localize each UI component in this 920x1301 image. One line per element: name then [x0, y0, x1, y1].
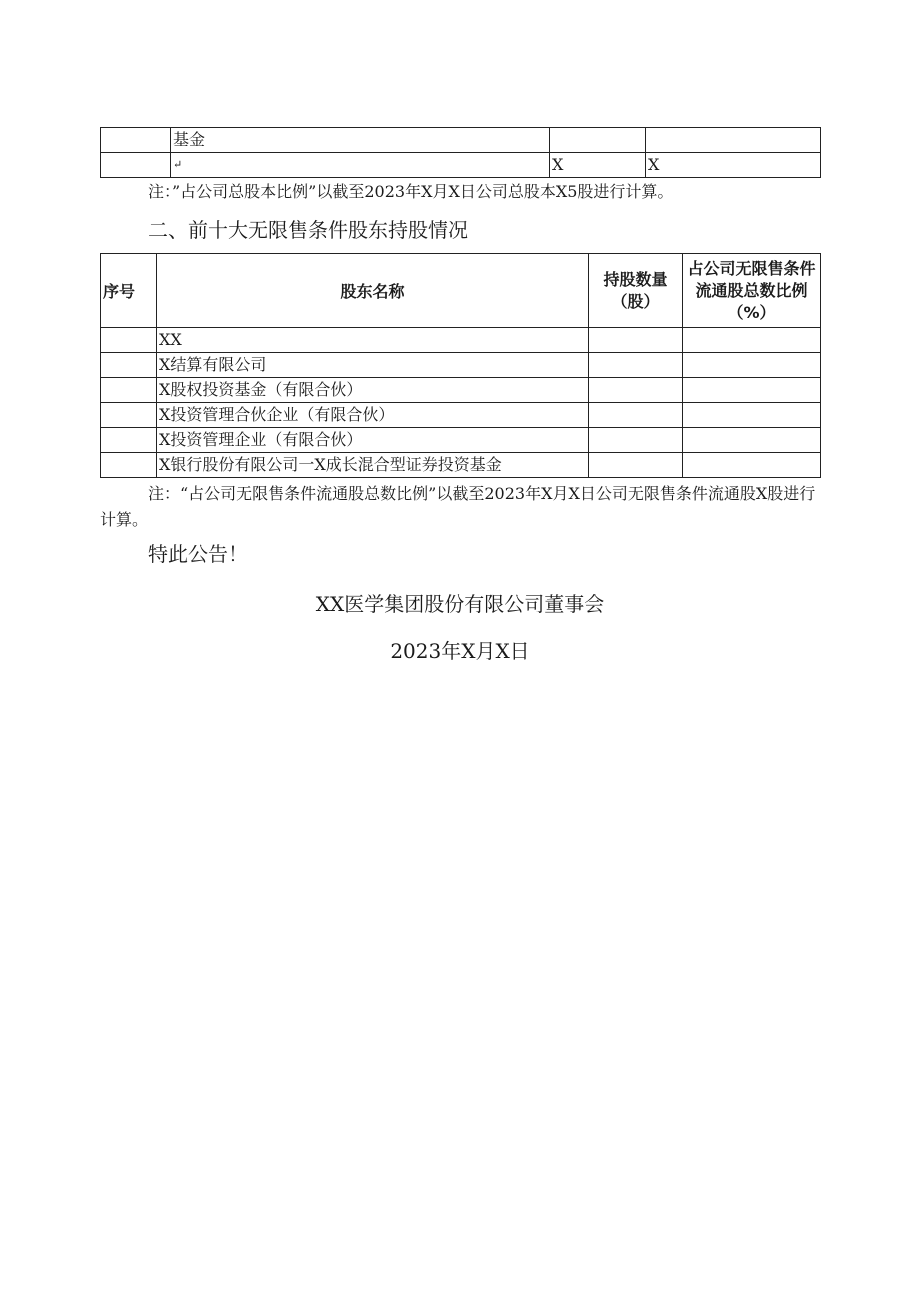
table-cell [101, 128, 171, 153]
holder-name-cell: X股权投资基金（有限合伙） [157, 378, 589, 403]
quantity-cell [589, 403, 683, 428]
table-header-row [101, 254, 821, 328]
column-header-seq: 序号 [101, 254, 157, 328]
table-row [101, 328, 821, 353]
table-cell: X [646, 153, 821, 178]
percentage-cell [683, 378, 821, 403]
column-header-name: 股东名称 [157, 254, 589, 328]
unrestricted-holders-table [100, 253, 821, 478]
table-row [101, 353, 821, 378]
quantity-cell [589, 428, 683, 453]
table-row [101, 378, 821, 403]
table-row [101, 153, 821, 178]
holders-table-tail [100, 127, 821, 178]
quantity-cell [589, 378, 683, 403]
seq-cell [101, 378, 157, 403]
table-cell: ↵ [171, 153, 550, 178]
signer: XX医学集团股份有限公司董事会 [315, 592, 605, 616]
percentage-cell [683, 403, 821, 428]
quantity-cell [589, 453, 683, 478]
table-row [101, 428, 821, 453]
note-total-share-basis: 注：”占公司总股本比例”以截至2023年X月X日公司总股本X5股进行计算。 [148, 182, 674, 201]
table-cell [101, 153, 171, 178]
table-cell [646, 128, 821, 153]
holder-name-cell: XX [157, 328, 589, 353]
seq-cell [101, 328, 157, 353]
table-row [101, 453, 821, 478]
quantity-cell [589, 353, 683, 378]
table-cell [550, 128, 646, 153]
column-header-quantity: 持股数量（股） [589, 254, 683, 328]
column-header-percentage: 占公司无限售条件流通股总数比例（%） [683, 254, 821, 328]
holder-name-cell: X投资管理企业（有限合伙） [157, 428, 589, 453]
percentage-cell [683, 428, 821, 453]
sign-date: 2023年X月X日 [390, 639, 530, 663]
closing-statement: 特此公告！ [148, 542, 248, 566]
percentage-cell [683, 453, 821, 478]
table-row [101, 128, 821, 153]
section-heading: 二、前十大无限售条件股东持股情况 [148, 218, 468, 242]
table-cell: 基金 [171, 128, 550, 153]
table-row [101, 403, 821, 428]
holder-name-cell: X银行股份有限公司一X成长混合型证券投资基金 [157, 453, 589, 478]
quantity-cell [589, 328, 683, 353]
table-cell: X [550, 153, 646, 178]
holder-name-cell: X结算有限公司 [157, 353, 589, 378]
percentage-cell [683, 353, 821, 378]
seq-cell [101, 453, 157, 478]
holder-name-cell: X投资管理合伙企业（有限合伙） [157, 403, 589, 428]
seq-cell [101, 428, 157, 453]
seq-cell [101, 353, 157, 378]
seq-cell [101, 403, 157, 428]
note-unrestricted-share-basis: 注：“占公司无限售条件流通股总数比例”以截至2023年X月X日公司无限售条件流通股X股进行计算。 [100, 484, 816, 529]
percentage-cell [683, 328, 821, 353]
